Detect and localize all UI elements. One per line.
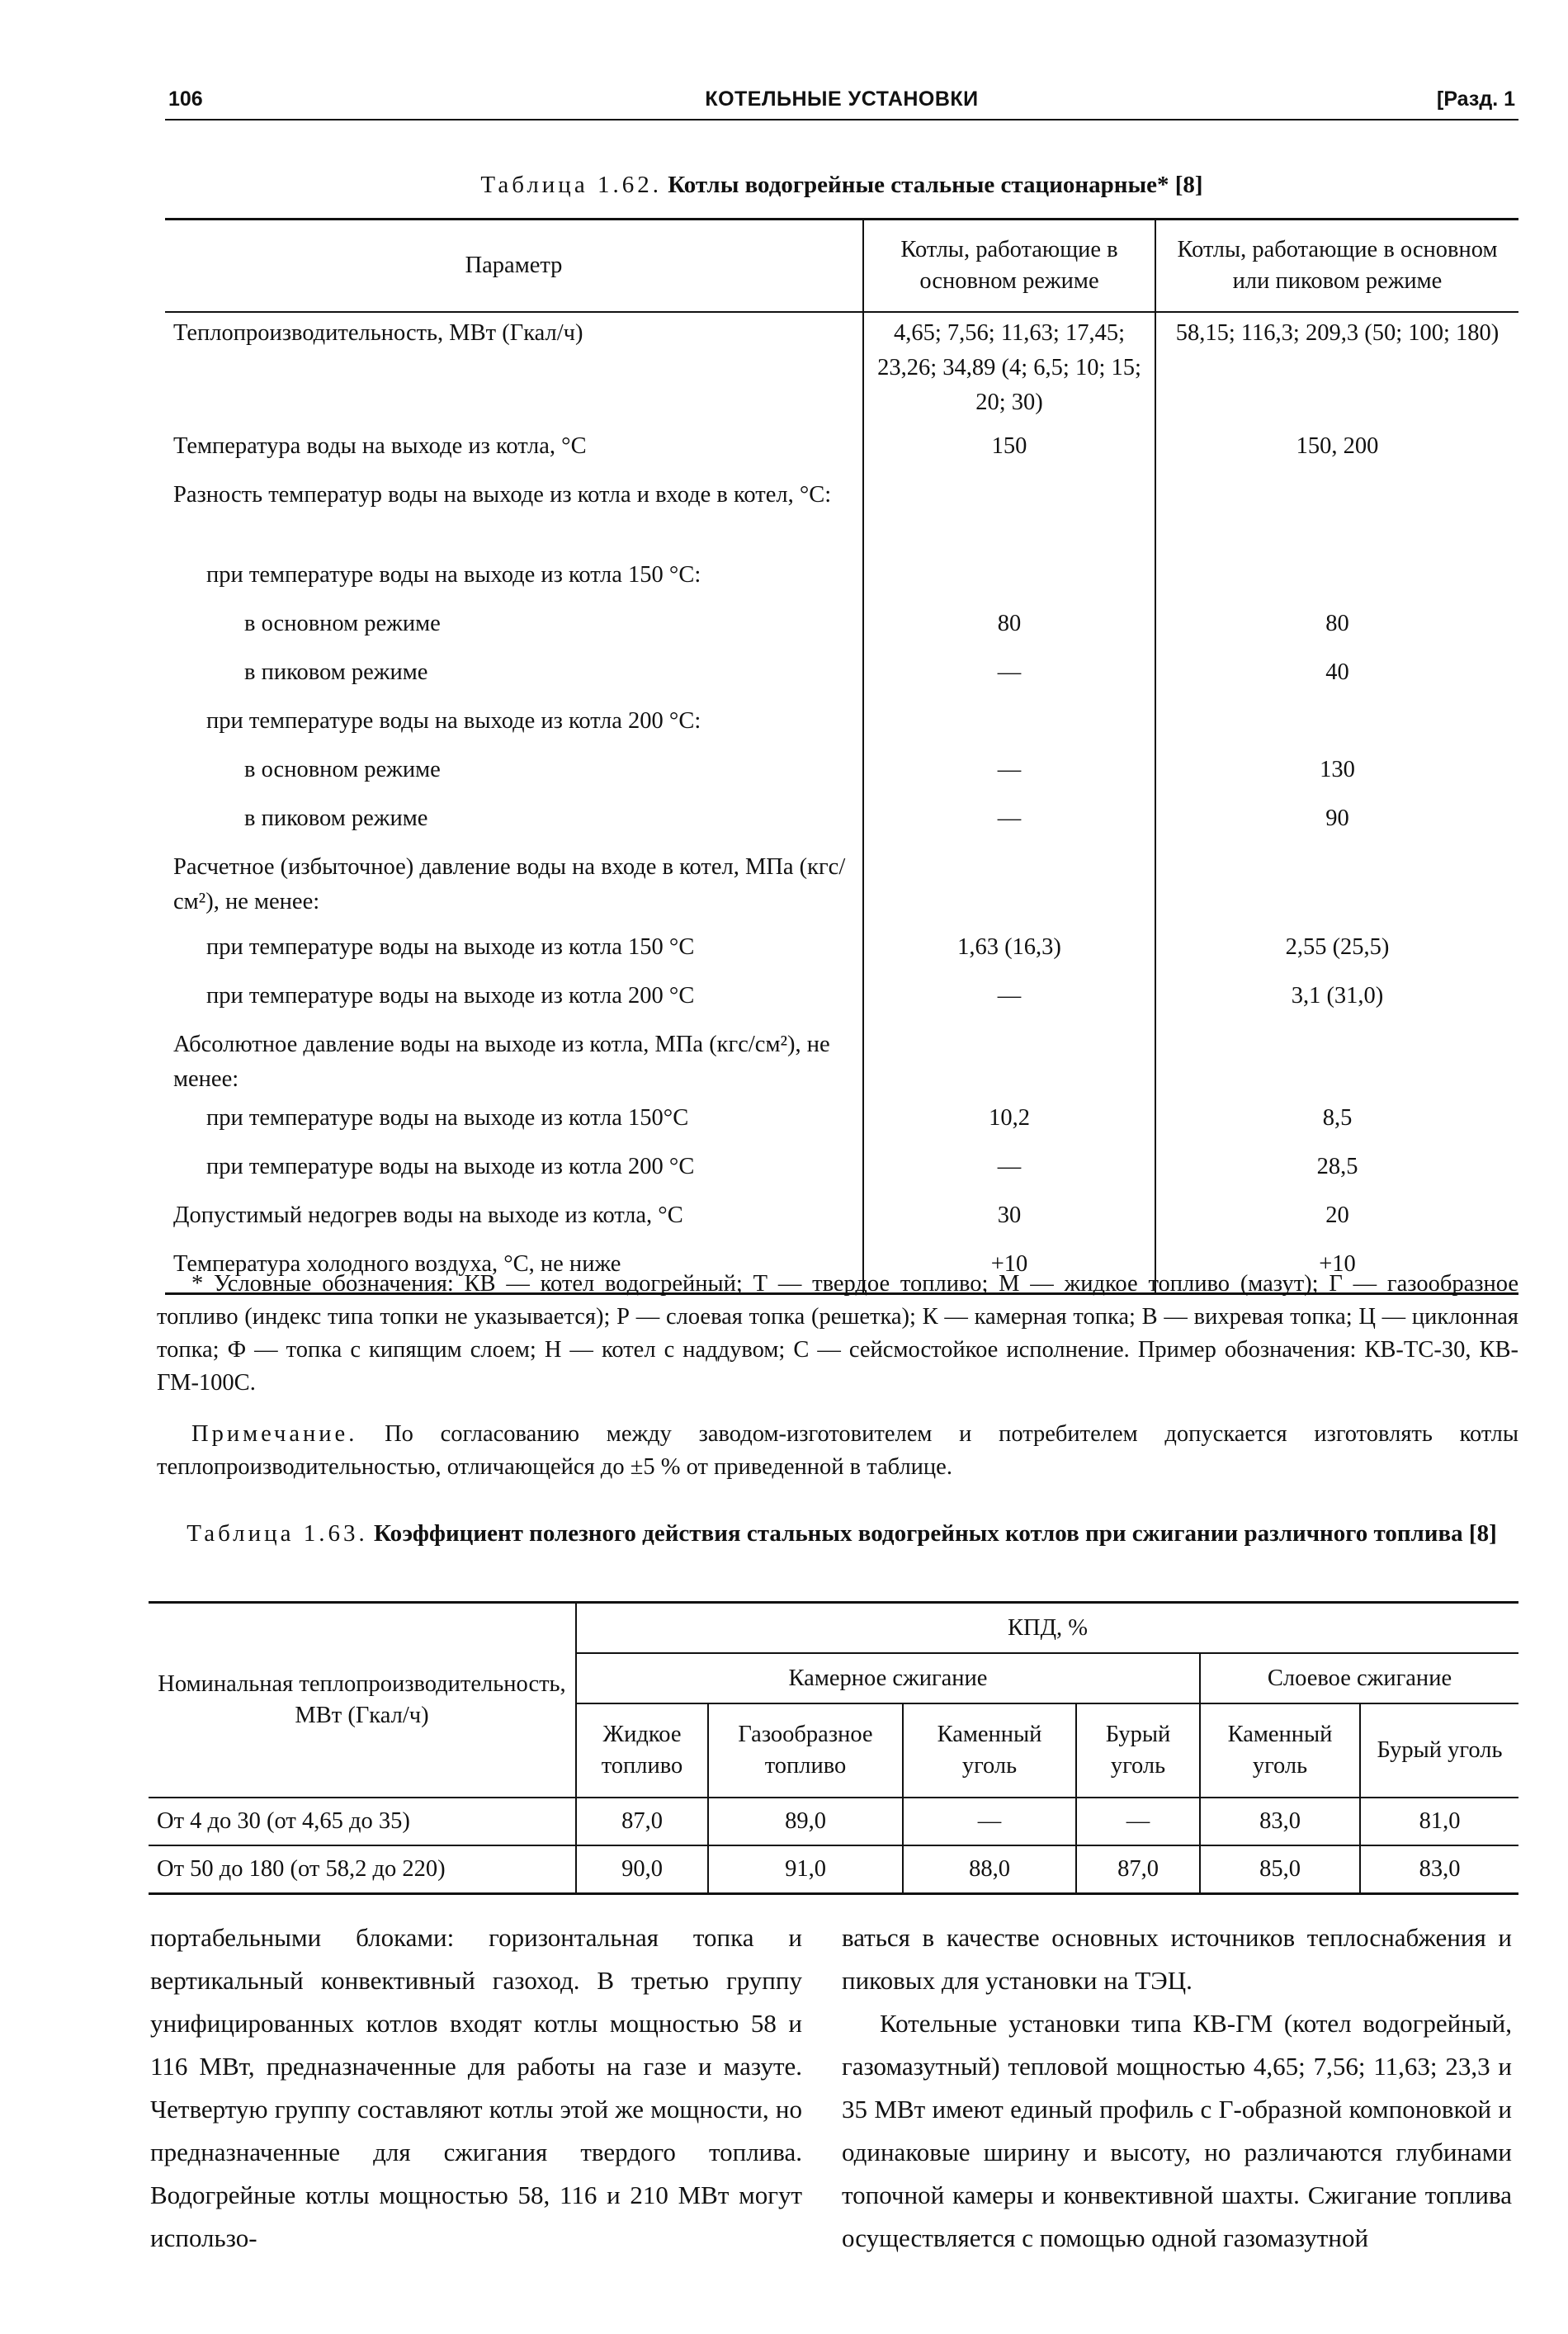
value-cell-peak: 20 xyxy=(1155,1195,1518,1244)
table-row xyxy=(165,1146,1518,1195)
header-chamber-combustion: Камерное сжигание xyxy=(576,1653,1200,1703)
value-cell-peak: 2,55 (25,5) xyxy=(1155,927,1518,976)
param-cell: в основном режиме xyxy=(244,611,441,636)
param-cell: Разность температур воды на выходе из котла и входе в котел, °C: xyxy=(173,482,832,508)
value-cell-basic: — xyxy=(863,1146,1155,1195)
value-cell: 83,0 xyxy=(1200,1798,1360,1845)
body-text-right-column xyxy=(842,1916,1512,2260)
header-hard-coal-chamber: Каменный уголь xyxy=(903,1703,1076,1798)
value-cell-basic xyxy=(863,847,1155,927)
table-162-label: Таблица 1.62. xyxy=(480,172,662,198)
value-cell-basic: — xyxy=(863,976,1155,1024)
header-basic-mode: Котлы, работающие в основном режиме xyxy=(863,220,1155,313)
table-163-label: Таблица 1.63. xyxy=(187,1520,368,1547)
value-cell-peak xyxy=(1155,555,1518,603)
value-cell-basic xyxy=(863,1024,1155,1098)
value-cell-basic xyxy=(863,701,1155,749)
header-hard-coal-layer: Каменный уголь xyxy=(1200,1703,1360,1798)
value-cell-basic: 150 xyxy=(863,426,1155,475)
value-cell-peak xyxy=(1155,701,1518,749)
value-cell-peak xyxy=(1155,847,1518,927)
body-text-left-column: портабельными блоками: горизонтальная топка и вертикальный конвективный газоход. В третью группу унифицированных котлов входят котлы мощностью 58 и 116 МВт, предназначенные для работы на газе и мазуте. Четвертую группу составляют котлы этой же мощности, но предназначенные для сжигания твердого топлива. Водогрейные котлы мощностью 58, 116 и 210 МВт могут использо- xyxy=(150,1923,802,2252)
table-row xyxy=(165,749,1518,798)
value-cell-basic: — xyxy=(863,652,1155,701)
page-number: 106 xyxy=(168,87,203,111)
note-text: По согласованию между заводом-изготовителем и потребителем допускается изготовлять котлы теплопроизводительностью, отличающейся до ±5 % от приведенной в таблице. xyxy=(157,1421,1518,1480)
value-cell: 90,0 xyxy=(576,1845,708,1894)
param-cell: Температура воды на выходе из котла, °C xyxy=(173,433,587,459)
header-layer-combustion: Слоевое сжигание xyxy=(1200,1653,1518,1703)
header-brown-coal-chamber: Бурый уголь xyxy=(1076,1703,1200,1798)
table-row xyxy=(165,976,1518,1024)
table-162 xyxy=(165,218,1518,1295)
value-cell-basic: 30 xyxy=(863,1195,1155,1244)
header-nominal-capacity: Номинальная теплопроизводительность, МВт (Гкал/ч) xyxy=(149,1603,576,1798)
table-163-header-row xyxy=(149,1603,1518,1654)
param-cell: в пиковом режиме xyxy=(244,659,428,685)
value-cell-basic: — xyxy=(863,798,1155,847)
param-cell: при температуре воды на выходе из котла 150 °C: xyxy=(206,562,701,588)
table-row xyxy=(149,1845,1518,1894)
table-row xyxy=(165,1098,1518,1146)
table-163-caption xyxy=(165,1517,1518,1550)
table-row xyxy=(165,847,1518,927)
param-cell: при температуре воды на выходе из котла 200 °C xyxy=(206,1154,695,1179)
table-row xyxy=(165,603,1518,652)
value-cell-peak: 3,1 (31,0) xyxy=(1155,976,1518,1024)
body-paragraph: ваться в качестве основных источников теплоснабжения и пиковых для установки на ТЭЦ. xyxy=(842,1923,1512,1995)
value-cell: 85,0 xyxy=(1200,1845,1360,1894)
table-row xyxy=(165,1024,1518,1098)
param-cell: в пиковом режиме xyxy=(244,806,428,831)
value-cell: 91,0 xyxy=(708,1845,903,1894)
value-cell-basic xyxy=(863,475,1155,555)
note-label: Примечание. xyxy=(191,1421,358,1447)
value-cell-peak: 28,5 xyxy=(1155,1146,1518,1195)
running-head-title: КОТЕЛЬНЫЕ УСТАНОВКИ xyxy=(705,87,979,111)
table-note xyxy=(157,1418,1518,1484)
body-paragraph: Котельные установки типа КВ-ГМ (котел водогрейный, газомазутный) тепловой мощностью 4,65; 7,56; 11,63; 23,3 и 35 МВт имеют единый профиль с Г-образной компоновкой и одинаковые ширину и высоту, но различаются глубинами топочной камеры и конвективной шахты. Сжигание топлива осуществляется с помощью одной газомазутной xyxy=(842,2009,1512,2252)
value-cell-basic: 10,2 xyxy=(863,1098,1155,1146)
table-162-header-row xyxy=(165,220,1518,313)
value-cell: — xyxy=(1076,1798,1200,1845)
header-parameter: Параметр xyxy=(165,220,863,313)
param-cell: при температуре воды на выходе из котла 200 °C xyxy=(206,983,695,1009)
value-cell-peak: 130 xyxy=(1155,749,1518,798)
header-basic-or-peak-mode: Котлы, работающие в основном или пиковом режиме xyxy=(1155,220,1518,313)
table-row xyxy=(149,1798,1518,1845)
value-cell-peak: 90 xyxy=(1155,798,1518,847)
running-head xyxy=(165,86,1518,120)
param-cell: Теплопроизводительность, МВт (Гкал/ч) xyxy=(173,320,583,346)
value-cell-basic: 80 xyxy=(863,603,1155,652)
table-163-title: Коэффициент полезного действия стальных водогрейных котлов при сжигании различного топлива [8] xyxy=(374,1520,1497,1547)
value-cell-peak: 58,15; 116,3; 209,3 (50; 100; 180) xyxy=(1155,312,1518,426)
value-cell: 81,0 xyxy=(1360,1798,1518,1845)
value-cell: 87,0 xyxy=(1076,1845,1200,1894)
param-cell: при температуре воды на выходе из котла 150°C xyxy=(206,1105,689,1131)
param-cell: Допустимый недогрев воды на выходе из котла, °C xyxy=(173,1202,683,1228)
value-cell-basic: 4,65; 7,56; 11,63; 17,45; 23,26; 34,89 (4; 6,5; 10; 15; 20; 30) xyxy=(863,312,1155,426)
table-row xyxy=(165,798,1518,847)
table-row xyxy=(165,555,1518,603)
value-cell-basic xyxy=(863,555,1155,603)
value-cell-basic: — xyxy=(863,749,1155,798)
value-cell-peak: 80 xyxy=(1155,603,1518,652)
param-cell: Абсолютное давление воды на выходе из котла, МПа (кгс/см²), не менее: xyxy=(173,1032,830,1092)
value-cell: 83,0 xyxy=(1360,1845,1518,1894)
header-liquid-fuel: Жидкое топливо xyxy=(576,1703,708,1798)
row-label: От 4 до 30 (от 4,65 до 35) xyxy=(149,1798,576,1845)
value-cell-peak: 150, 200 xyxy=(1155,426,1518,475)
table-row xyxy=(165,652,1518,701)
param-cell: Расчетное (избыточное) давление воды на входе в котел, МПа (кгс/см²), не менее: xyxy=(173,854,846,914)
param-cell: в основном режиме xyxy=(244,757,441,782)
table-row xyxy=(165,701,1518,749)
value-cell-peak: +10 xyxy=(1155,1244,1518,1294)
footnote-legend: * Условные обозначения: КВ — котел водогрейный; Т — твердое топливо; М — жидкое топливо (мазут); Г — газообразное топливо (индекс типа топки не указывается); Р — слоевая топка (решетка); К — камерная топка; В — вихревая топка; Ц — циклонная топка; Ф — топка с кипящим слоем; Н — котел с наддувом; С — сейсмостойкое исполнение. Пример обозначения: КВ-ТС-30, КВ-ГМ-100С. xyxy=(157,1271,1518,1396)
table-162-caption xyxy=(165,172,1518,199)
value-cell-peak xyxy=(1155,475,1518,555)
value-cell: 88,0 xyxy=(903,1845,1076,1894)
value-cell-peak: 8,5 xyxy=(1155,1098,1518,1146)
value-cell-peak xyxy=(1155,1024,1518,1098)
table-row xyxy=(165,1195,1518,1244)
table-row xyxy=(165,927,1518,976)
param-cell: при температуре воды на выходе из котла 200 °C: xyxy=(206,708,701,734)
table-row xyxy=(165,312,1518,426)
row-label: От 50 до 180 (от 58,2 до 220) xyxy=(149,1845,576,1894)
value-cell: — xyxy=(903,1798,1076,1845)
table-163 xyxy=(149,1601,1518,1895)
value-cell: 89,0 xyxy=(708,1798,903,1845)
table-162-title: Котлы водогрейные стальные стационарные* [8] xyxy=(668,172,1203,198)
table-row xyxy=(165,426,1518,475)
param-cell: Температура холодного воздуха, °C, не ниже xyxy=(165,1244,863,1294)
param-cell: при температуре воды на выходе из котла 150 °C xyxy=(206,934,695,960)
header-gas-fuel: Газообразное топливо xyxy=(708,1703,903,1798)
header-brown-coal-layer: Бурый уголь xyxy=(1360,1703,1518,1798)
value-cell-peak: 40 xyxy=(1155,652,1518,701)
value-cell-basic: 1,63 (16,3) xyxy=(863,927,1155,976)
table-row xyxy=(165,475,1518,555)
value-cell: 87,0 xyxy=(576,1798,708,1845)
value-cell-basic: +10 xyxy=(863,1244,1155,1294)
running-head-section: [Разд. 1 xyxy=(1437,87,1515,111)
header-kpd: КПД, % xyxy=(576,1603,1518,1654)
